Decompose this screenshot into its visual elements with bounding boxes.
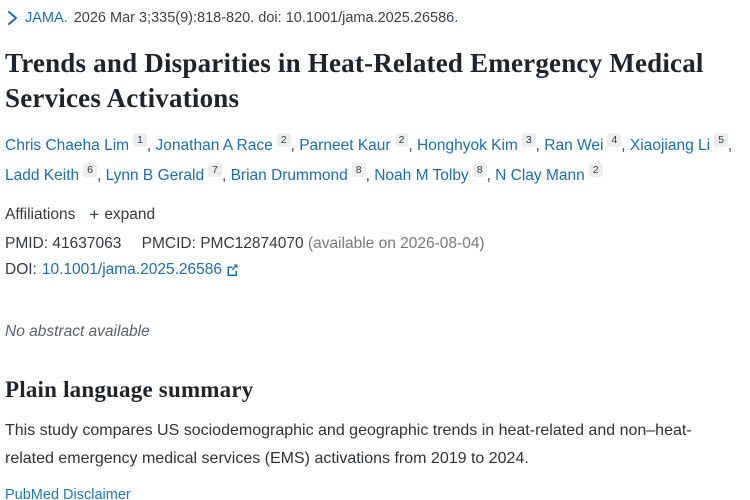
author-affiliation-badge[interactable]: 4	[607, 133, 621, 147]
author-link[interactable]: Parneet Kaur	[299, 137, 391, 155]
journal-link[interactable]: JAMA.	[25, 10, 68, 26]
doi-label: DOI:	[5, 260, 37, 278]
author-affiliation-badge[interactable]: 5	[714, 133, 728, 147]
author-item	[299, 134, 418, 155]
plain-language-summary-heading: Plain language summary	[5, 376, 254, 402]
author-item	[495, 164, 602, 185]
author-affiliation-badge[interactable]: 8	[473, 163, 487, 177]
author-link[interactable]: Ran Wei	[544, 137, 604, 155]
identifiers-row	[5, 235, 740, 253]
chevron-right-icon	[7, 11, 18, 25]
affiliations-expand-button[interactable]	[89, 205, 155, 225]
pmcid-label: PMCID:	[141, 234, 196, 252]
author-link[interactable]: Chris Chaeha Lim	[5, 137, 130, 155]
author-link[interactable]: N Clay Mann	[495, 167, 585, 185]
author-separator: ,	[290, 137, 300, 155]
author-affiliation-badge[interactable]: 8	[352, 163, 366, 177]
citation-line	[5, 10, 740, 26]
disclaimer-row	[5, 487, 740, 500]
author-item	[230, 164, 375, 185]
author-separator: ,	[146, 137, 156, 155]
authors-list	[5, 131, 740, 191]
pmid-value: 41637063	[52, 234, 122, 252]
author-affiliation-badge[interactable]: 6	[83, 163, 97, 177]
author-item	[5, 134, 156, 155]
author-link[interactable]: Xiaojiang Li	[629, 137, 711, 155]
author-affiliation-badge[interactable]: 7	[208, 163, 222, 177]
expand-label: expand	[104, 205, 156, 223]
author-separator: ,	[486, 167, 496, 185]
author-item	[105, 164, 231, 185]
plus-icon: +	[89, 204, 100, 224]
plain-language-summary-body: This study compares US sociodemographic and geographic trends in heat-related and non–heat-related emergency medical services (EMS) activations from 2019 to 2024.	[5, 421, 692, 468]
doi-link-text: 10.1001/jama.2025.26586	[41, 260, 223, 278]
author-link[interactable]: Jonathan A Race	[155, 137, 273, 155]
author-link[interactable]: Honghyok Kim	[417, 137, 518, 155]
author-affiliation-badge[interactable]: 1	[133, 133, 147, 147]
author-item	[629, 134, 733, 155]
pmcid-availability-note: (available on 2026-08-04)	[307, 234, 485, 252]
author-link[interactable]: Lynn B Gerald	[105, 167, 205, 185]
author-item	[5, 164, 106, 185]
pmcid-value: PMC12874070	[200, 234, 304, 252]
pmid-label: PMID:	[5, 234, 49, 252]
author-item	[544, 134, 630, 155]
author-separator: ,	[408, 137, 418, 155]
author-separator: ,	[621, 137, 630, 155]
author-affiliation-badge[interactable]: 2	[589, 163, 603, 177]
affiliations-row	[5, 205, 740, 225]
author-affiliation-badge[interactable]: 2	[277, 133, 291, 147]
author-separator: ,	[96, 167, 106, 185]
author-link[interactable]: Brian Drummond	[230, 167, 348, 185]
author-separator: ,	[535, 137, 545, 155]
author-link[interactable]: Noah M Tolby	[374, 167, 469, 185]
doi-link[interactable]	[42, 261, 239, 279]
author-item	[155, 134, 300, 155]
author-affiliation-badge[interactable]: 2	[395, 133, 409, 147]
pubmed-disclaimer-link[interactable]: PubMed Disclaimer	[5, 487, 131, 500]
author-separator: ,	[365, 167, 375, 185]
article-title: Trends and Disparities in Heat-Related Emergency Medical Services Activations	[5, 48, 704, 113]
author-separator: ,	[727, 137, 733, 155]
author-item	[374, 164, 496, 185]
external-link-icon	[226, 263, 239, 276]
author-separator: ,	[221, 167, 231, 185]
affiliations-label: Affiliations	[5, 205, 76, 223]
author-item	[417, 134, 545, 155]
no-abstract-note: No abstract available	[5, 322, 150, 340]
citation-details: 2026 Mar 3;335(9):818-820. doi: 10.1001/jama.2025.26586.	[73, 10, 459, 26]
author-link[interactable]: Ladd Keith	[5, 167, 80, 185]
doi-row	[5, 261, 740, 279]
author-affiliation-badge[interactable]: 3	[522, 133, 536, 147]
